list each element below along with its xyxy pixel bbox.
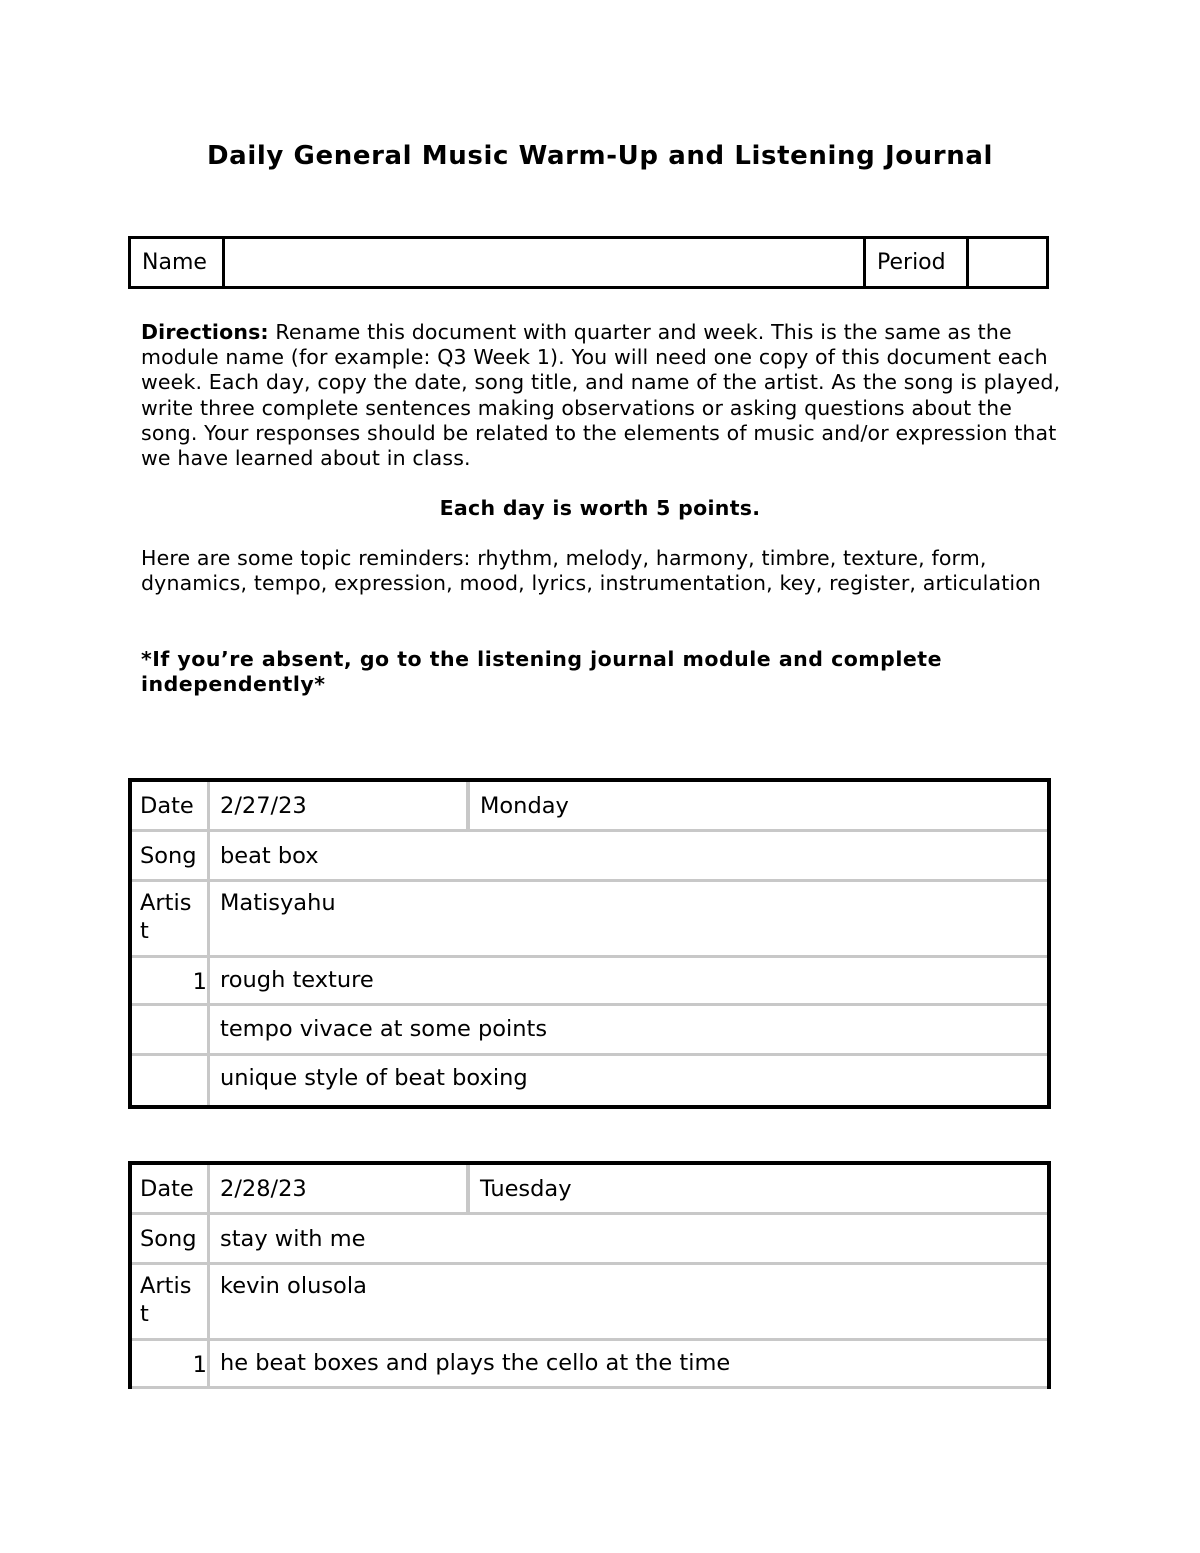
name-period-table <box>128 236 1049 289</box>
journal-entry-monday <box>128 778 1051 1109</box>
observation-row <box>132 1341 1047 1389</box>
artist-value[interactable]: Matisyahu <box>220 890 336 916</box>
date-label: Date <box>132 782 210 829</box>
observation-number <box>132 1006 210 1053</box>
artist-row <box>132 882 1047 958</box>
topic-reminders: Here are some topic reminders: rhythm, melody, harmony, timbre, texture, form, dynamics, tempo, expression, mood, lyrics, instrumentation, key, register, articulation <box>141 546 1042 596</box>
observation-number: 1 <box>132 958 210 1003</box>
observation-row <box>132 958 1047 1006</box>
song-label: Song <box>132 1215 210 1262</box>
observation-row <box>132 1006 1047 1056</box>
points-note: Each day is worth 5 points. <box>439 496 761 520</box>
day-value[interactable]: Tuesday <box>480 1176 572 1202</box>
observation-text[interactable]: rough texture <box>220 967 374 993</box>
observation-text[interactable]: tempo vivace at some points <box>220 1016 548 1042</box>
directions-paragraph <box>141 320 1061 471</box>
period-label: Period <box>866 239 969 286</box>
date-row <box>132 782 1047 832</box>
date-row <box>132 1165 1047 1215</box>
journal-entry-tuesday <box>128 1161 1051 1389</box>
observation-text[interactable]: unique style of beat boxing <box>220 1065 528 1091</box>
artist-label: Artis t <box>132 1265 210 1338</box>
observation-text[interactable]: he beat boxes and plays the cello at the time <box>220 1350 731 1376</box>
date-label: Date <box>132 1165 210 1212</box>
song-row <box>132 1215 1047 1265</box>
document-title: Daily General Music Warm-Up and Listening Journal <box>207 141 993 171</box>
observation-number <box>132 1056 210 1105</box>
song-value[interactable]: stay with me <box>220 1226 366 1252</box>
directions-text: Rename this document with quarter and week. This is the same as the module name (for example: Q3 Week 1). You will need one copy of this document each week. Each day, copy the date, song title, and name of the artist. As the song is played, write three complete sentences making observations or asking questions about the song. Your responses should be related to the elements of music and/or expression that we have learned about in class. <box>141 320 1061 471</box>
artist-value[interactable]: kevin olusola <box>220 1273 367 1299</box>
name-field[interactable] <box>225 239 866 286</box>
directions-label: Directions: <box>141 320 269 344</box>
absent-note: *If you’re absent, go to the listening journal module and complete independently* <box>141 647 942 697</box>
name-label: Name <box>131 239 225 286</box>
date-value[interactable]: 2/28/23 <box>210 1165 470 1212</box>
artist-row <box>132 1265 1047 1341</box>
day-value[interactable]: Monday <box>480 793 569 819</box>
song-label: Song <box>132 832 210 879</box>
song-value[interactable]: beat box <box>220 843 319 869</box>
observation-row <box>132 1056 1047 1105</box>
date-value[interactable]: 2/27/23 <box>210 782 470 829</box>
period-field[interactable] <box>969 239 1046 286</box>
observation-number: 1 <box>132 1341 210 1386</box>
artist-label: Artis t <box>132 882 210 955</box>
song-row <box>132 832 1047 882</box>
